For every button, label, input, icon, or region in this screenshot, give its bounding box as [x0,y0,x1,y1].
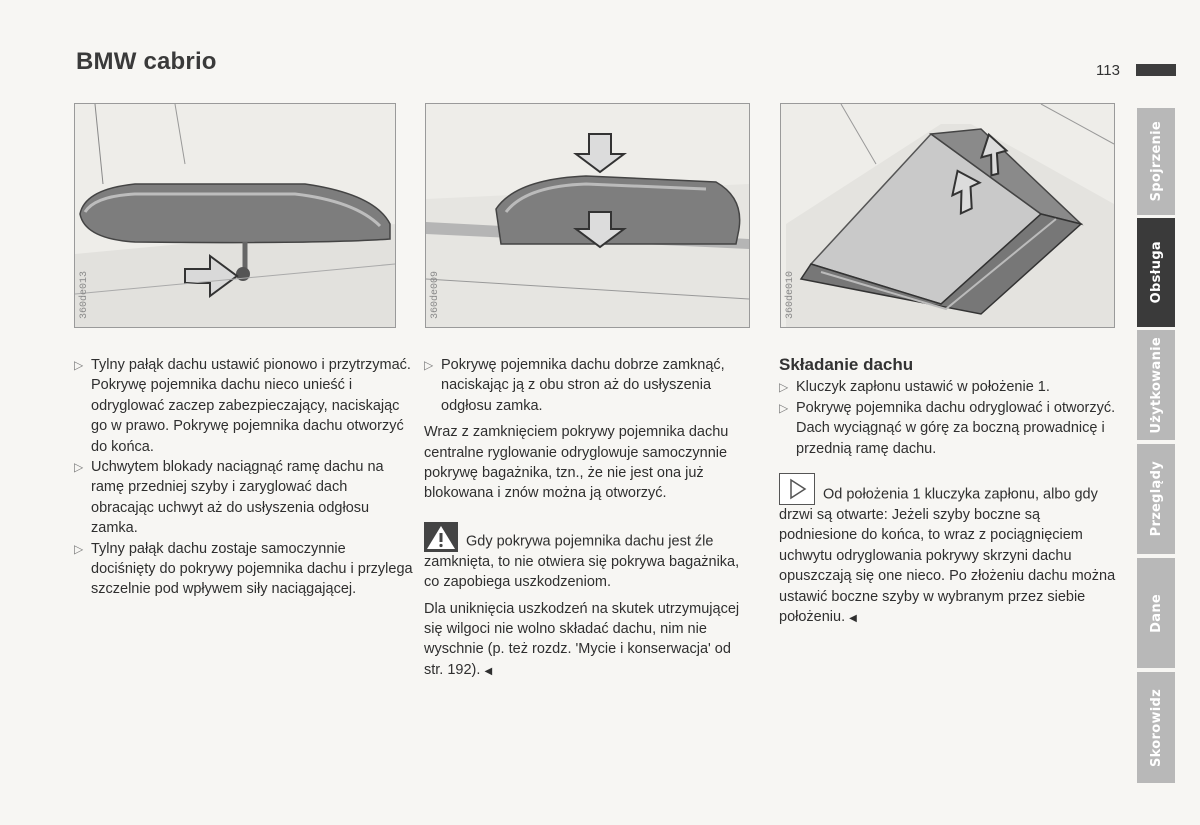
tab-label: Spojrzenie [1148,121,1164,202]
tab-uzytkowanie[interactable] [1137,330,1175,440]
figure-roof-fold [780,103,1115,328]
list-item [74,355,414,457]
figure-code: 360de013 [79,270,90,319]
roof-bow-illustration [75,104,395,327]
tab-label: Skorowidz [1148,688,1164,767]
bullet-triangle-icon: ▷ [779,400,789,415]
list-item [779,398,1119,459]
tab-skorowidz[interactable] [1137,672,1175,783]
column-2 [424,355,749,682]
end-marker-icon: ◀ [849,613,857,625]
tab-label: Obsługa [1148,241,1164,304]
warning-paragraph [424,522,749,593]
note-triangle-icon [779,473,815,505]
end-marker-icon: ◀ [484,665,493,677]
note-text: Od położenia 1 kluczyka zapłonu, albo gdy drzwi są otwarte: Jeżeli szyby boczne są podniesione do końca, to wraz z pociągnięciem uchwytu odryglowania pokrywy skrzyni dachu opuszczają się one nieco. Po złożeniu dachu można ustawić boczne szyby w wybranym przez siebie położeniu. [779,486,1116,626]
column-3 [779,355,1119,629]
figure-code: 360de009 [430,270,441,319]
bullet-triangle-icon: ▷ [74,358,84,372]
warning-text: Gdy pokrywa pojemnika dachu jest źle zamknięta, to nie otwiera się pokrywa bagażnika, co zapobiega uszkodzeniom. [424,533,740,591]
list-item [779,377,1119,397]
list-item-text: Tylny pałąk dachu ustawić pionowo i przytrzymać. Pokrywę pojemnika dachu nieco unieść i odryglować zaczep zabezpieczający, naciskając go w prawo. Pokrywę pojemnika dachu otworzyć do końca. [91,357,411,455]
column-1 [74,355,414,600]
section-heading: Składanie dachu [779,355,914,374]
figure-code: 360de010 [785,270,796,319]
figure-cover-close [425,103,750,328]
tab-obsluga[interactable] [1137,218,1175,327]
bullet-triangle-icon: ▷ [424,358,434,372]
figure-roof-bow [74,103,396,328]
list-item [74,457,414,539]
list-item-text: Tylny pałąk dachu zostaje samoczynnie dociśnięty do pokrywy pojemnika dachu i przylega szczelnie pod wpływem siły naciągającej. [91,540,413,598]
tab-label: Użytkowanie [1148,336,1164,434]
paragraph-text: Dla uniknięcia uszkodzeń na skutek utrzymującej się wilgoci nie wolno składać dachu, nim nie wyschnie (p. też rozdz. 'Mycie i konserwacja' od str. 192). [424,600,740,678]
list-item-text: Pokrywę pojemnika dachu dobrze zamknąć, naciskając ją z obu stron aż do usłyszenia odgłosu zamka. [441,357,725,414]
paragraph: Wraz z zamknięciem pokrywy pojemnika dachu centralne ryglowanie odryglowuje samoczynnie pokrywę bagażnika, tzn., że nie jest ona już blokowana i znów można ją otworzyć. [424,424,729,502]
list-item-text: Pokrywę pojemnika dachu odryglować i otworzyć. Dach wyciągnąć w górę za boczną prowadnicę i przednią ramę dachu. [796,399,1116,457]
page-number: 113 [1096,62,1120,79]
list-item-text: Kluczyk zapłonu ustawić w położenie 1. [796,379,1050,396]
list-item [424,355,749,416]
bullet-triangle-icon: ▷ [74,541,84,556]
page-marker-bar [1136,64,1176,76]
note-paragraph [779,473,1119,629]
list-item [74,539,414,600]
page-title: BMW cabrio [76,48,217,75]
roof-fold-illustration [781,104,1114,327]
tab-spojrzenie[interactable] [1137,108,1175,215]
tab-dane[interactable] [1137,558,1175,668]
warning-icon [424,522,458,552]
tab-label: Przeglądy [1148,461,1164,537]
paragraph [424,599,749,683]
cover-close-illustration [426,104,749,327]
list-item-text: Uchwytem blokady naciągnąć ramę dachu na ramę przedniej szyby i zaryglować dach obracając uchwyt aż do usłyszenia odgłosu zamka. [91,459,384,537]
tab-label: Dane [1148,593,1164,633]
bullet-triangle-icon: ▷ [779,380,789,395]
tab-przeglady[interactable] [1137,444,1175,554]
bullet-triangle-icon: ▷ [74,460,84,475]
